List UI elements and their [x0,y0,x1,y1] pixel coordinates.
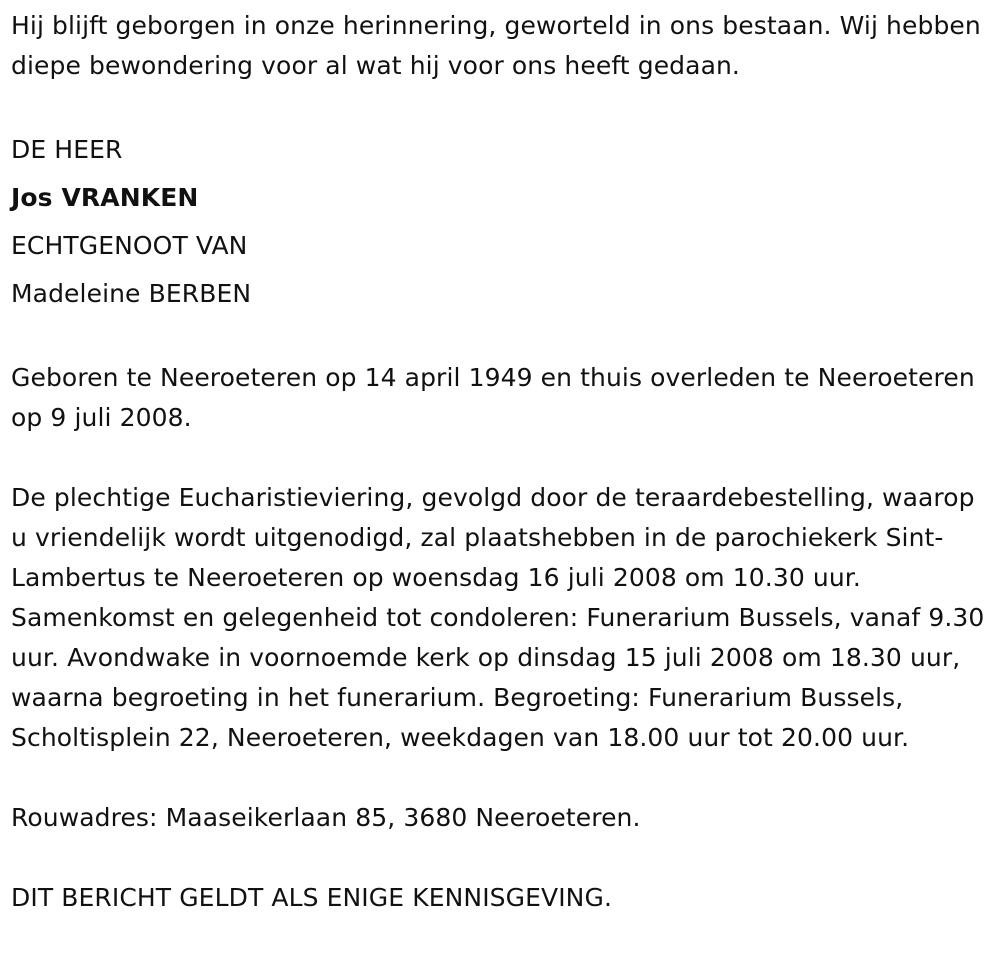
birth-death-paragraph: Geboren te Neeroeteren op 14 april 1949 en thuis overleden te Neeroeteren op 9 juli 2008. [11,363,975,432]
relation-label: ECHTGENOOT VAN [11,231,248,260]
notice-line: DIT BERICHT GELDT ALS ENIGE KENNISGEVING. [11,883,612,912]
spacer [11,838,986,878]
spacer [11,318,986,358]
mourning-address: Rouwadres: Maaseikerlaan 85, 3680 Neeroeteren. [11,803,641,832]
name-block [11,126,986,318]
intro-paragraph: Hij blijft geborgen in onze herinnering, geworteld in ons bestaan. Wij hebben diepe bewondering voor al wat hij voor ons heeft gedaan. [11,11,981,80]
title-prefix: DE HEER [11,135,123,164]
spacer [11,758,986,798]
obituary-document [11,6,986,918]
spouse-name: Madeleine BERBEN [11,279,252,308]
spacer [11,86,986,126]
spacer [11,438,986,478]
ceremony-paragraph: De plechtige Eucharistieviering, gevolgd door de teraardebestelling, waarop u vriendelijk wordt uitgenodigd, zal plaatshebben in de parochiekerk Sint-Lambertus te Neeroeteren op woensdag 16 juli 2008 om 10.30 uur. Samenkomst en gelegenheid tot condoleren: Funerarium Bussels, vanaf 9.30 uur. Avondwake in voornoemde kerk op dinsdag 15 juli 2008 om 18.30 uur, waarna begroeting in het funerarium. Begroeting: Funerarium Bussels, Scholtisplein 22, Neeroeteren, weekdagen van 18.00 uur tot 20.00 uur. [11,483,985,752]
deceased-name: Jos VRANKEN [11,183,199,212]
